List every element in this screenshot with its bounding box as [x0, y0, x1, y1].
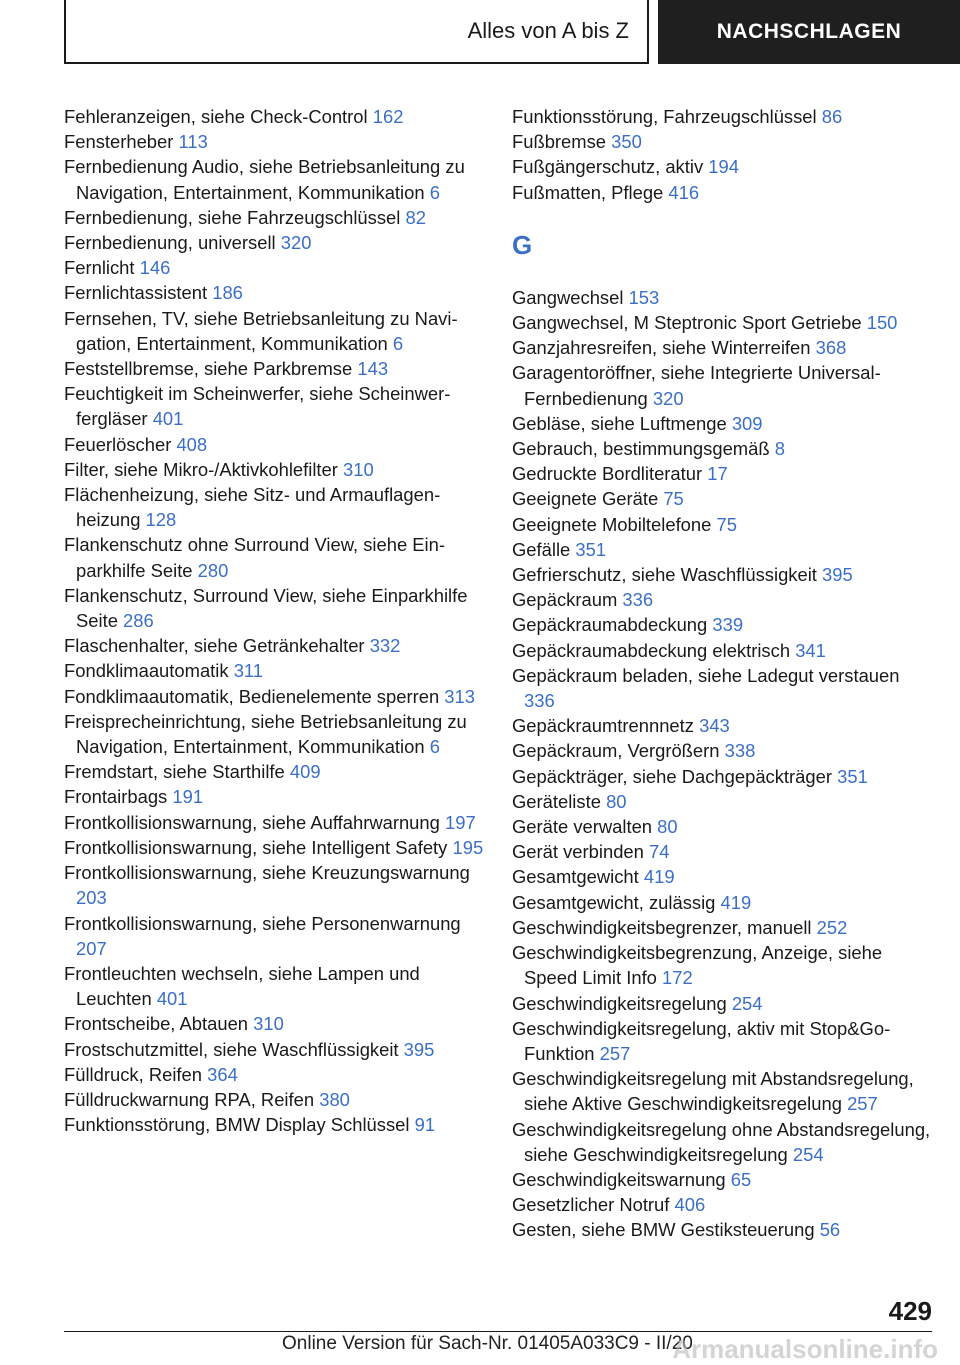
index-entry-page-link[interactable]: 194	[708, 156, 739, 178]
watermark-logo: Armanualsonline.info	[672, 1334, 938, 1364]
index-entry-term: Flaschenhalter, siehe Getränkehalter	[64, 635, 365, 657]
index-entry-term: Fernbedienung, siehe Fahrzeugschlüssel	[64, 206, 401, 228]
index-entry-page-link[interactable]: 351	[837, 765, 868, 787]
index-entry-page-link[interactable]: 350	[611, 131, 642, 153]
index-entry-page-link[interactable]: 368	[815, 337, 847, 359]
index-entry	[512, 839, 932, 864]
index-entry-term: Fußbremse	[512, 131, 607, 153]
index-entry	[64, 1011, 484, 1036]
index-entry-page-link[interactable]: 6	[429, 736, 440, 758]
index-entry	[512, 335, 932, 360]
index-entry	[64, 1062, 484, 1087]
index-entry-term: Gesetzlicher Notruf	[512, 1194, 670, 1216]
index-entry	[512, 1217, 932, 1242]
index-entry	[512, 486, 932, 511]
index-entry-page-link[interactable]: 80	[606, 790, 627, 812]
index-entry	[512, 537, 932, 562]
index-entry	[512, 991, 932, 1016]
index-entry-page-link[interactable]: 338	[724, 740, 756, 762]
index-entry-page-link[interactable]: 203	[76, 887, 107, 909]
index-entry-term: Geschwindigkeitsregelung	[512, 992, 727, 1014]
index-column-right	[512, 104, 932, 1243]
index-entry-term: Gepäckraum, Vergrößern	[512, 740, 720, 762]
index-entry	[512, 360, 932, 410]
index-entry	[64, 432, 484, 457]
index-entry-page-link[interactable]: 86	[821, 106, 843, 127]
index-entry-page-link[interactable]: 406	[674, 1194, 706, 1216]
index-entry-term: Gangwechsel, M Steptronic Sport Getriebe	[512, 312, 862, 334]
index-entry	[64, 684, 484, 709]
index-entry	[512, 638, 932, 663]
index-entry-term: Feuchtigkeit im Scheinwerfer, siehe Scheinwerfergläser	[64, 383, 451, 430]
index-entry	[512, 310, 932, 335]
index-entry	[512, 587, 932, 612]
index-entry-term: Geschwindigkeitsregelung, aktiv mit Stop&Go-Funktion	[512, 1017, 891, 1064]
index-entry	[512, 612, 932, 637]
index-entry-term: Gebläse, siehe Luftmenge	[512, 412, 727, 434]
index-entry	[512, 154, 932, 179]
index-entry-page-link[interactable]: 310	[343, 458, 374, 480]
index-entry-page-link[interactable]: 343	[699, 715, 730, 737]
index-entry	[64, 810, 484, 835]
index-entry-term: Fülldruck, Reifen	[64, 1063, 202, 1085]
index-entry-term: Fußmatten, Pflege	[512, 181, 664, 203]
index-entry-term: Frontleuchten wechseln, siehe Lampen und Leuchten	[64, 962, 420, 1010]
index-entry	[512, 461, 932, 486]
index-entry-term: Fernbedienung, universell	[64, 232, 276, 254]
index-entry-page-link[interactable]: 128	[145, 509, 177, 531]
index-entry-page-link[interactable]: 257	[599, 1042, 631, 1064]
index-entry-page-link[interactable]: 341	[795, 639, 826, 661]
index-entry-page-link[interactable]: 75	[663, 488, 684, 510]
index-entry-term: Fernbedienung Audio, siehe Betriebsanleitung zu Navigation, Entertainment, Kommunikation	[64, 156, 465, 203]
index-entry-term: Gepäckraum beladen, siehe Ladegut verstauen	[512, 664, 900, 686]
index-entry-term: Flankenschutz, Surround View, siehe Einparkhilfe Seite	[64, 584, 468, 632]
index-entry	[512, 1167, 932, 1192]
index-entry	[64, 154, 484, 204]
index-entry	[512, 436, 932, 461]
index-entry-page-link[interactable]: 75	[716, 513, 737, 535]
index-entry-term: Gesamtgewicht	[512, 866, 639, 888]
index-entry-page-link[interactable]: 186	[212, 282, 243, 304]
index-entry-term: Frontscheibe, Abtauen	[64, 1013, 249, 1035]
index-entry	[512, 814, 932, 839]
index-entry-term: Frontkollisionswarnung, siehe Personenwarnung	[64, 912, 461, 934]
index-entry-page-link[interactable]: 336	[622, 589, 654, 611]
index-entry	[64, 306, 484, 356]
index-entry-term: Frontairbags	[64, 786, 168, 808]
index-entry	[64, 381, 484, 431]
index-entry	[512, 180, 932, 205]
index-entry-page-link[interactable]: 191	[172, 786, 204, 808]
index-entry-term: Gebrauch, bestimmungsgemäß	[512, 438, 770, 460]
index-entry-page-link[interactable]: 339	[712, 614, 744, 636]
index-entry-page-link[interactable]: 257	[847, 1093, 878, 1115]
index-entry-term: Geräteliste	[512, 790, 601, 812]
index-entry-term: Fernlicht	[64, 257, 135, 279]
index-entry-term: Fondklimaautomatik, Bedienelemente sperren	[64, 685, 440, 707]
index-entry-term: Filter, siehe Mikro-/Aktivkohlefilter	[64, 458, 338, 480]
index-entry-page-link[interactable]: 380	[319, 1088, 350, 1110]
header-chapter-tab	[658, 0, 960, 64]
index-entry-term: Frontkollisionswarnung, siehe Auffahrwarnung	[64, 811, 440, 833]
index-entry-page-link[interactable]: 419	[643, 866, 675, 888]
index-entry	[512, 104, 932, 129]
index-entry-page-link[interactable]: 395	[822, 564, 853, 586]
index-entry-term: Gesten, siehe BMW Gestiksteuerung	[512, 1219, 815, 1241]
index-entry-term: Gedruckte Bordliteratur	[512, 463, 703, 485]
index-entry	[512, 1066, 932, 1116]
index-entry-term: Gesamtgewicht, zulässig	[512, 891, 716, 913]
index-entry-page-link[interactable]: 8	[774, 438, 785, 460]
index-entry-page-link[interactable]: 207	[76, 937, 107, 959]
index-entry-term: Geschwindigkeitsregelung mit Abstandsregelung, siehe Aktive Geschwindigkeitsregelung	[512, 1068, 914, 1115]
index-entry-page-link[interactable]: 172	[662, 967, 693, 989]
index-entry-page-link[interactable]: 311	[233, 660, 264, 682]
index-entry-page-link[interactable]: 6	[429, 181, 440, 203]
index-entry-term: Fernsehen, TV, siehe Betriebsanleitung zu Navigation, Entertainment, Kommunikation	[64, 307, 458, 354]
index-entry	[512, 738, 932, 763]
index-entry-term: Ganzjahresreifen, siehe Winterreifen	[512, 337, 811, 359]
index-entry	[64, 709, 484, 759]
index-group-f-continued	[512, 104, 932, 205]
index-entry-page-link[interactable]: 252	[816, 916, 848, 938]
index-entry	[64, 356, 484, 381]
index-entry-page-link[interactable]: 320	[652, 387, 684, 409]
index-entry-page-link[interactable]: 401	[156, 988, 188, 1010]
index-entry	[64, 1037, 484, 1062]
index-entry-page-link[interactable]: 65	[730, 1168, 752, 1190]
index-entry-term: Fernlichtassistent	[64, 282, 208, 304]
index-entry-page-link[interactable]: 162	[372, 106, 404, 127]
index-entry	[512, 713, 932, 738]
index-entry-term: Geeignete Mobiltelefone	[512, 513, 712, 535]
index-entry	[64, 911, 484, 961]
index-entry	[512, 285, 932, 310]
index-entry-page-link[interactable]: 416	[668, 181, 700, 203]
index-entry-page-link[interactable]: 113	[178, 131, 208, 153]
index-entry-page-link[interactable]: 280	[197, 559, 229, 581]
index-entry-page-link[interactable]: 401	[152, 408, 184, 430]
index-entry-term: Fehleranzeigen, siehe Check-Control	[64, 106, 368, 127]
index-entry-page-link[interactable]: 143	[357, 358, 389, 380]
index-entry-term: Gangwechsel	[512, 286, 624, 308]
index-entry-term: Freisprecheinrichtung, siehe Betriebsanleitung zu Navigation, Entertainment, Kommunikation	[64, 710, 467, 758]
index-entry-page-link[interactable]: 150	[866, 312, 898, 334]
index-entry-page-link[interactable]: 80	[657, 816, 678, 838]
index-entry-page-link[interactable]: 17	[707, 463, 728, 485]
index-entry-term: Geschwindigkeitswarnung	[512, 1168, 726, 1190]
index-entry-term: Geschwindigkeitsbegrenzung, Anzeige, siehe Speed Limit Info	[512, 942, 883, 989]
index-entry-page-link[interactable]: 336	[524, 690, 555, 712]
index-entry-page-link[interactable]: 153	[628, 286, 660, 308]
index-group-g	[512, 285, 932, 1243]
index-entry-term: Feuerlöscher	[64, 433, 172, 455]
index-entry	[512, 890, 932, 915]
index-entry-page-link[interactable]: 254	[792, 1143, 824, 1165]
index-entry-term: Gepäckraumabdeckung elektrisch	[512, 639, 791, 661]
index-entry	[64, 1087, 484, 1112]
index-entry-term: Gerät verbinden	[512, 841, 644, 863]
index-entry	[64, 1112, 484, 1137]
index-entry	[512, 1117, 932, 1167]
index-entry	[64, 482, 484, 532]
index-entry-page-link[interactable]: 254	[731, 992, 763, 1014]
index-entry-term: Frostschutzmittel, siehe Waschflüssigkeit	[64, 1038, 399, 1060]
header-chapter-title: NACHSCHLAGEN	[716, 20, 902, 43]
index-entry	[512, 562, 932, 587]
index-entry	[512, 129, 932, 154]
index-entry-term: Frontkollisionswarnung, siehe Kreuzungswarnung	[64, 862, 470, 884]
index-entry	[64, 835, 484, 860]
index-entry	[512, 940, 932, 990]
index-entry-term: Geschwindigkeitsregelung ohne Abstandsregelung, siehe Geschwindigkeitsregelung	[512, 1118, 931, 1165]
index-entry	[64, 784, 484, 809]
footer-divider	[64, 1331, 932, 1332]
index-entry-term: Feststellbremse, siehe Parkbremse	[64, 358, 353, 380]
index-entry-page-link[interactable]: 313	[444, 685, 475, 707]
index-entry-term: Geschwindigkeitsbegrenzer, manuell	[512, 916, 812, 938]
footer-version-text: Online Version für Sach-Nr. 01405A033C9 - II/20	[282, 1333, 693, 1354]
index-entry-term: Flächenheizung, siehe Sitz- und Armauflagenheizung	[64, 484, 441, 531]
index-entry-term: Frontkollisionswarnung, siehe Intelligent Safety	[64, 836, 448, 858]
index-entry	[64, 759, 484, 784]
index-entry-page-link[interactable]: 91	[414, 1114, 436, 1136]
index-entry-page-link[interactable]: 56	[819, 1219, 841, 1241]
index-entry-term: Geeignete Geräte	[512, 488, 659, 510]
index-entry-page-link[interactable]: 310	[253, 1013, 284, 1035]
index-entry	[512, 411, 932, 436]
index-entry	[64, 633, 484, 658]
index-entry	[512, 789, 932, 814]
index-entry-term: Funktionsstörung, BMW Display Schlüssel	[64, 1114, 410, 1136]
index-entry	[64, 532, 484, 582]
index-entry-term: Gefälle	[512, 538, 571, 560]
index-entry	[64, 860, 484, 910]
index-entry-term: Fensterheber	[64, 131, 174, 153]
index-entry-page-link[interactable]: 197	[445, 811, 476, 833]
index-entry-page-link[interactable]: 320	[280, 232, 312, 254]
index-entry	[64, 230, 484, 255]
index-entry	[64, 658, 484, 683]
index-entry-term: Fondklimaautomatik	[64, 660, 229, 682]
header-section-title: Alles von A bis Z	[467, 18, 629, 43]
index-entry-term: Funktionsstörung, Fahrzeugschlüssel	[512, 106, 817, 127]
index-entry-page-link[interactable]: 395	[403, 1038, 435, 1060]
index-entry-term: Fremdstart, siehe Starthilfe	[64, 761, 285, 783]
index-entry	[512, 915, 932, 940]
index-entry-term: Flankenschutz ohne Surround View, siehe Einparkhilfe Seite	[64, 534, 445, 581]
index-entry-page-link[interactable]: 409	[289, 761, 321, 783]
page-number: 429	[888, 1296, 932, 1326]
index-entry-term: Gepäckraumabdeckung	[512, 614, 708, 636]
index-entry	[64, 129, 484, 154]
index-entry-page-link[interactable]: 74	[649, 841, 670, 863]
index-entry	[64, 457, 484, 482]
index-entry-page-link[interactable]: 82	[405, 206, 426, 228]
index-entry	[64, 255, 484, 280]
index-entry-page-link[interactable]: 146	[139, 257, 171, 279]
index-entry-page-link[interactable]: 364	[207, 1063, 238, 1085]
index-entry	[512, 1016, 932, 1066]
index-entry-page-link[interactable]: 419	[720, 891, 752, 913]
index-entry-term: Gefrierschutz, siehe Waschflüssigkeit	[512, 564, 817, 586]
header-section-box	[64, 0, 649, 64]
index-entry-page-link[interactable]: 351	[575, 538, 607, 560]
index-entry-page-link[interactable]: 195	[452, 836, 484, 858]
index-entry-term: Geräte verwalten	[512, 816, 653, 838]
index-entry	[512, 764, 932, 789]
index-entry-term: Fußgängerschutz, aktiv	[512, 156, 704, 178]
index-entry	[512, 512, 932, 537]
index-entry	[64, 205, 484, 230]
index-entry	[512, 663, 932, 713]
index-entry	[64, 583, 484, 633]
index-entry	[64, 961, 484, 1011]
index-entry-term: Fülldruckwarnung RPA, Reifen	[64, 1088, 315, 1110]
index-entry	[512, 1192, 932, 1217]
index-entry	[64, 104, 484, 129]
index-entry-page-link[interactable]: 6	[392, 332, 404, 354]
index-entry-term: Gepäckraumtrennnetz	[512, 715, 694, 737]
index-entry-page-link[interactable]: 309	[731, 412, 763, 434]
index-column-left	[64, 104, 484, 1137]
index-entry	[64, 280, 484, 305]
index-entry-term: Garagentoröffner, siehe Integrierte Universal-Fernbedienung	[512, 362, 881, 409]
index-entry-page-link[interactable]: 408	[176, 433, 208, 455]
index-entry	[512, 864, 932, 889]
index-entry-page-link[interactable]: 332	[369, 635, 401, 657]
index-entry-page-link[interactable]: 286	[123, 610, 154, 632]
index-entry-term: Gepäckraum	[512, 589, 618, 611]
index-entry-term: Gepäckträger, siehe Dachgepäckträger	[512, 765, 832, 787]
section-letter: G	[512, 229, 533, 260]
